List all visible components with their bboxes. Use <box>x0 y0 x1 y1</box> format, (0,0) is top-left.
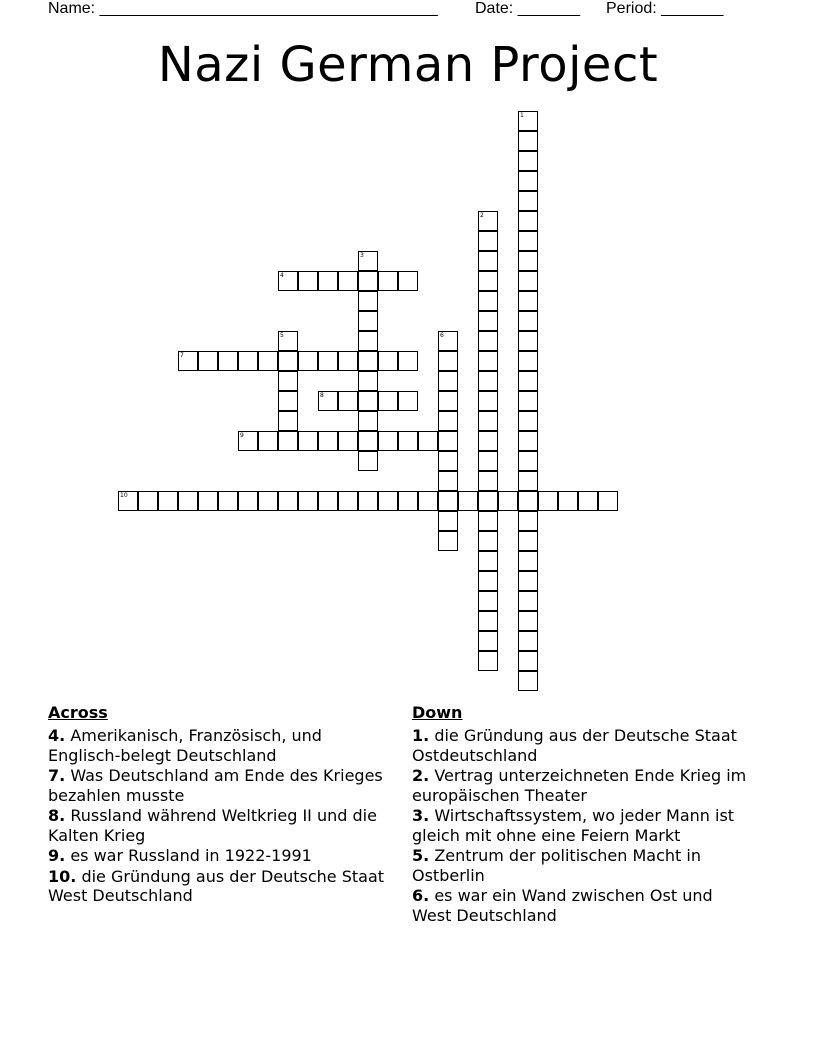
crossword-cell[interactable] <box>478 311 498 331</box>
crossword-cell[interactable] <box>518 351 538 371</box>
crossword-cell[interactable] <box>398 351 418 371</box>
crossword-cell[interactable] <box>238 431 258 451</box>
crossword-cell[interactable] <box>478 411 498 431</box>
date-field[interactable]: Date: _______ <box>475 0 580 17</box>
crossword-cell[interactable] <box>518 131 538 151</box>
crossword-cell[interactable] <box>338 271 358 291</box>
crossword-cell[interactable] <box>558 491 578 511</box>
crossword-cell[interactable] <box>518 591 538 611</box>
crossword-cell[interactable] <box>358 251 378 271</box>
crossword-cell[interactable] <box>178 491 198 511</box>
crossword-cell[interactable] <box>358 431 378 451</box>
crossword-cell[interactable] <box>518 231 538 251</box>
clue-number: 3 <box>360 252 364 259</box>
crossword-cell[interactable] <box>358 331 378 351</box>
crossword-cell[interactable] <box>518 671 538 691</box>
crossword-cell[interactable] <box>518 551 538 571</box>
crossword-cell[interactable] <box>518 491 538 511</box>
crossword-cell[interactable] <box>278 391 298 411</box>
crossword-cell[interactable] <box>438 491 458 511</box>
crossword-cell[interactable] <box>538 491 558 511</box>
crossword-cell[interactable] <box>518 611 538 631</box>
clue-number: 8 <box>320 392 324 399</box>
crossword-cell[interactable] <box>478 251 498 271</box>
crossword-cell[interactable] <box>478 631 498 651</box>
crossword-cell[interactable] <box>478 271 498 291</box>
crossword-cell[interactable] <box>338 391 358 411</box>
crossword-cell[interactable] <box>478 551 498 571</box>
crossword-cell[interactable] <box>338 491 358 511</box>
crossword-cell[interactable] <box>178 351 198 371</box>
crossword-cell[interactable] <box>358 271 378 291</box>
crossword-cell[interactable] <box>478 611 498 631</box>
crossword-cell[interactable] <box>298 491 318 511</box>
crossword-cell[interactable] <box>338 351 358 371</box>
crossword-cell[interactable] <box>518 411 538 431</box>
clue-down-2: 2. Vertrag unterzeichneten Ende Krieg im europäischen Theater <box>412 766 747 805</box>
clue-number: 9 <box>240 432 244 439</box>
crossword-cell[interactable] <box>478 391 498 411</box>
down-heading: Down <box>412 703 463 722</box>
crossword-cell[interactable] <box>438 371 458 391</box>
crossword-cell[interactable] <box>198 351 218 371</box>
clue-number: 10 <box>120 492 128 499</box>
clue-across-10: 10. die Gründung aus der Deutsche Staat West Deutschland <box>48 866 385 905</box>
crossword-cell[interactable] <box>438 391 458 411</box>
clue-number: 2 <box>480 212 484 219</box>
crossword-cell[interactable] <box>398 491 418 511</box>
crossword-cell[interactable] <box>218 491 238 511</box>
crossword-cell[interactable] <box>578 491 598 511</box>
crossword-cell[interactable] <box>518 191 538 211</box>
crossword-cell[interactable] <box>318 351 338 371</box>
clue-number: 6 <box>440 332 444 339</box>
crossword-cell[interactable] <box>358 451 378 471</box>
crossword-cell[interactable] <box>518 311 538 331</box>
across-heading: Across <box>48 703 108 722</box>
crossword-cell[interactable] <box>358 391 378 411</box>
crossword-cell[interactable] <box>498 491 518 511</box>
crossword-cell[interactable] <box>518 631 538 651</box>
crossword-cell[interactable] <box>518 271 538 291</box>
crossword-cell[interactable] <box>478 651 498 671</box>
clue-down-3: 3. Wirtschaftssystem, wo jeder Mann ist gleich mit ohne eine Feiern Markt <box>412 806 735 845</box>
crossword-cell[interactable] <box>518 451 538 471</box>
down-clues <box>412 703 752 926</box>
crossword-cell[interactable] <box>358 491 378 511</box>
crossword-cell[interactable] <box>278 431 298 451</box>
crossword-cell[interactable] <box>518 571 538 591</box>
crossword-cell[interactable] <box>478 371 498 391</box>
crossword-cell[interactable] <box>598 491 618 511</box>
clue-down-1: 1. die Gründung aus der Deutsche Staat Ostdeutschland <box>412 726 737 765</box>
crossword-cell[interactable] <box>358 411 378 431</box>
crossword-cell[interactable] <box>518 651 538 671</box>
crossword-cell[interactable] <box>518 531 538 551</box>
crossword-cell[interactable] <box>218 351 238 371</box>
crossword-cell[interactable] <box>518 291 538 311</box>
clue-number: 7 <box>180 352 184 359</box>
crossword-cell[interactable] <box>378 431 398 451</box>
crossword-cell[interactable] <box>478 291 498 311</box>
crossword-cell[interactable] <box>318 271 338 291</box>
crossword-cell[interactable] <box>478 471 498 491</box>
crossword-cell[interactable] <box>238 351 258 371</box>
crossword-cell[interactable] <box>158 491 178 511</box>
clue-number: 1 <box>520 112 524 119</box>
name-field[interactable]: Name: ______________________________________ <box>48 0 438 17</box>
crossword-cell[interactable] <box>298 431 318 451</box>
crossword-cell[interactable] <box>358 351 378 371</box>
crossword-cell[interactable] <box>298 351 318 371</box>
crossword-cell[interactable] <box>478 451 498 471</box>
clue-number: 5 <box>280 332 284 339</box>
clue-across-8: 8. Russland während Weltkrieg II und die Kalten Krieg <box>48 806 377 845</box>
crossword-cell[interactable] <box>358 311 378 331</box>
crossword-cell[interactable] <box>518 511 538 531</box>
crossword-cell[interactable] <box>278 491 298 511</box>
clue-number: 4 <box>280 272 284 279</box>
crossword-cell[interactable] <box>378 351 398 371</box>
crossword-cell[interactable] <box>438 451 458 471</box>
crossword-cell[interactable] <box>478 531 498 551</box>
crossword-cell[interactable] <box>358 371 378 391</box>
crossword-cell[interactable] <box>118 491 138 511</box>
crossword-cell[interactable] <box>478 571 498 591</box>
crossword-cell[interactable] <box>518 431 538 451</box>
crossword-cell[interactable] <box>258 431 278 451</box>
crossword-cell[interactable] <box>438 511 458 531</box>
crossword-cell[interactable] <box>398 431 418 451</box>
crossword-cell[interactable] <box>198 491 218 511</box>
crossword-cell[interactable] <box>318 431 338 451</box>
crossword-cell[interactable] <box>378 391 398 411</box>
crossword-cell[interactable] <box>478 231 498 251</box>
crossword-cell[interactable] <box>478 331 498 351</box>
crossword-cell[interactable] <box>318 391 338 411</box>
crossword-cell[interactable] <box>278 351 298 371</box>
crossword-cell[interactable] <box>518 111 538 131</box>
crossword-cell[interactable] <box>518 471 538 491</box>
crossword-cell[interactable] <box>478 511 498 531</box>
page-title: Nazi German Project <box>157 37 659 93</box>
crossword-cell[interactable] <box>258 351 278 371</box>
crossword-cell[interactable] <box>278 271 298 291</box>
crossword-cell[interactable] <box>278 371 298 391</box>
crossword-cell[interactable] <box>438 431 458 451</box>
crossword-cell[interactable] <box>398 391 418 411</box>
crossword-cell[interactable] <box>478 491 498 511</box>
crossword-cell[interactable] <box>518 251 538 271</box>
crossword-cell[interactable] <box>518 171 538 191</box>
clue-across-4: 4. Amerikanisch, Französisch, und Englisch-belegt Deutschland <box>48 726 322 765</box>
crossword-cell[interactable] <box>378 491 398 511</box>
crossword-cell[interactable] <box>378 271 398 291</box>
period-field[interactable]: Period: _______ <box>606 0 724 17</box>
crossword-cell[interactable] <box>398 271 418 291</box>
crossword-cell[interactable] <box>418 431 438 451</box>
crossword-cell[interactable] <box>318 491 338 511</box>
crossword-cell[interactable] <box>478 431 498 451</box>
across-clues <box>48 703 388 907</box>
clue-across-7: 7. Was Deutschland am Ende des Krieges bezahlen musste <box>48 766 383 805</box>
crossword-cell[interactable] <box>138 491 158 511</box>
crossword-cell[interactable] <box>518 151 538 171</box>
crossword-cell[interactable] <box>458 491 478 511</box>
crossword-cell[interactable] <box>438 471 458 491</box>
crossword-cell[interactable] <box>278 331 298 351</box>
crossword-cell[interactable] <box>338 431 358 451</box>
crossword-cell[interactable] <box>258 491 278 511</box>
crossword-cell[interactable] <box>518 211 538 231</box>
crossword-cell[interactable] <box>518 391 538 411</box>
crossword-cell[interactable] <box>478 591 498 611</box>
crossword-cell[interactable] <box>438 331 458 351</box>
crossword-cell[interactable] <box>238 491 258 511</box>
crossword-cell[interactable] <box>478 351 498 371</box>
crossword-cell[interactable] <box>438 351 458 371</box>
crossword-cell[interactable] <box>438 411 458 431</box>
crossword-cell[interactable] <box>358 291 378 311</box>
crossword-cell[interactable] <box>278 411 298 431</box>
crossword-cell[interactable] <box>418 491 438 511</box>
crossword-cell[interactable] <box>298 271 318 291</box>
crossword-cell[interactable] <box>518 371 538 391</box>
crossword-cell[interactable] <box>518 331 538 351</box>
clue-across-9: 9. es war Russland in 1922-1991 <box>48 846 312 865</box>
clue-down-6: 6. es war ein Wand zwischen Ost und West Deutschland <box>412 886 713 925</box>
crossword-cell[interactable] <box>478 211 498 231</box>
clue-down-5: 5. Zentrum der politischen Macht in Ostberlin <box>412 846 701 885</box>
crossword-cell[interactable] <box>438 531 458 551</box>
